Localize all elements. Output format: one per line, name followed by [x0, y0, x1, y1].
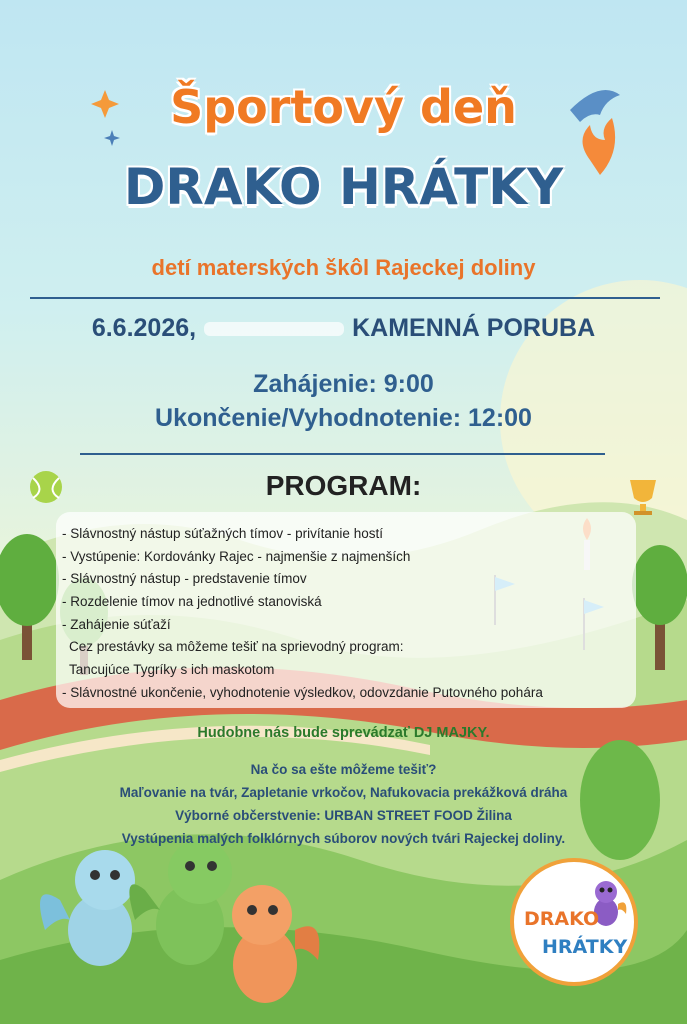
program-title: PROGRAM: [265, 470, 422, 501]
program-item: - Zahájenie súťaží [62, 616, 171, 632]
program-item: - Slávnostný nástup súťažných tímov - privítanie hostí [62, 526, 383, 541]
logo-text-drako: DRAKO [524, 908, 600, 930]
subtitle: detí materských škôl Rajeckej doliny [151, 255, 536, 280]
divider-middle [80, 453, 605, 455]
date-place-line [0, 314, 687, 343]
program-item: Tancujúce Tygríky s ich maskotom [69, 662, 275, 678]
program-item: - Slávnostné ukončenie, vyhodnotenie výsledkov, odovzdanie Putovného pohára [62, 684, 543, 700]
title-line-1: Športový deň [170, 80, 517, 134]
program-list [62, 523, 543, 705]
extras-line: Výborné občerstvenie: URBAN STREET FOOD Žilina [175, 808, 512, 823]
program-item: Cez prestávky sa môžeme tešiť na sprievodný program: [69, 639, 404, 655]
program-item: - Slávnostný nástup - predstavenie tímov [62, 571, 307, 587]
end-time: Ukončenie/Vyhodnotenie: 12:00 [155, 404, 532, 432]
title-line-2: DRAKO HRÁTKY [123, 158, 564, 216]
extras-heading: Na čo sa ešte môžeme tešiť? [250, 762, 437, 777]
music-info: Hudobne nás bude sprevádzať DJ MAJKY. [197, 725, 490, 741]
event-place: KAMENNÁ PORUBA [352, 314, 596, 342]
drako-hratky-logo [510, 858, 638, 986]
extras-line: Maľovanie na tvár, Zapletanie vrkočov, Nafukovacia prekážková dráha [119, 785, 568, 800]
program-item: - Rozdelenie tímov na jednotlivé stanoviská [62, 594, 322, 610]
start-time: Zahájenie: 9:00 [253, 370, 434, 398]
program-item: - Vystúpenie: Kordovánky Rajec - najmenšie z najmenších [62, 548, 411, 564]
event-date: 6.6.2026, [91, 314, 197, 342]
logo-text-hratky: HRÁTKY [542, 936, 628, 958]
divider-top [30, 297, 660, 299]
extras-line: Vystúpenia malých folklórnych súborov nových tvári Rajeckej doliny. [121, 831, 566, 846]
redacted-area [204, 322, 344, 336]
